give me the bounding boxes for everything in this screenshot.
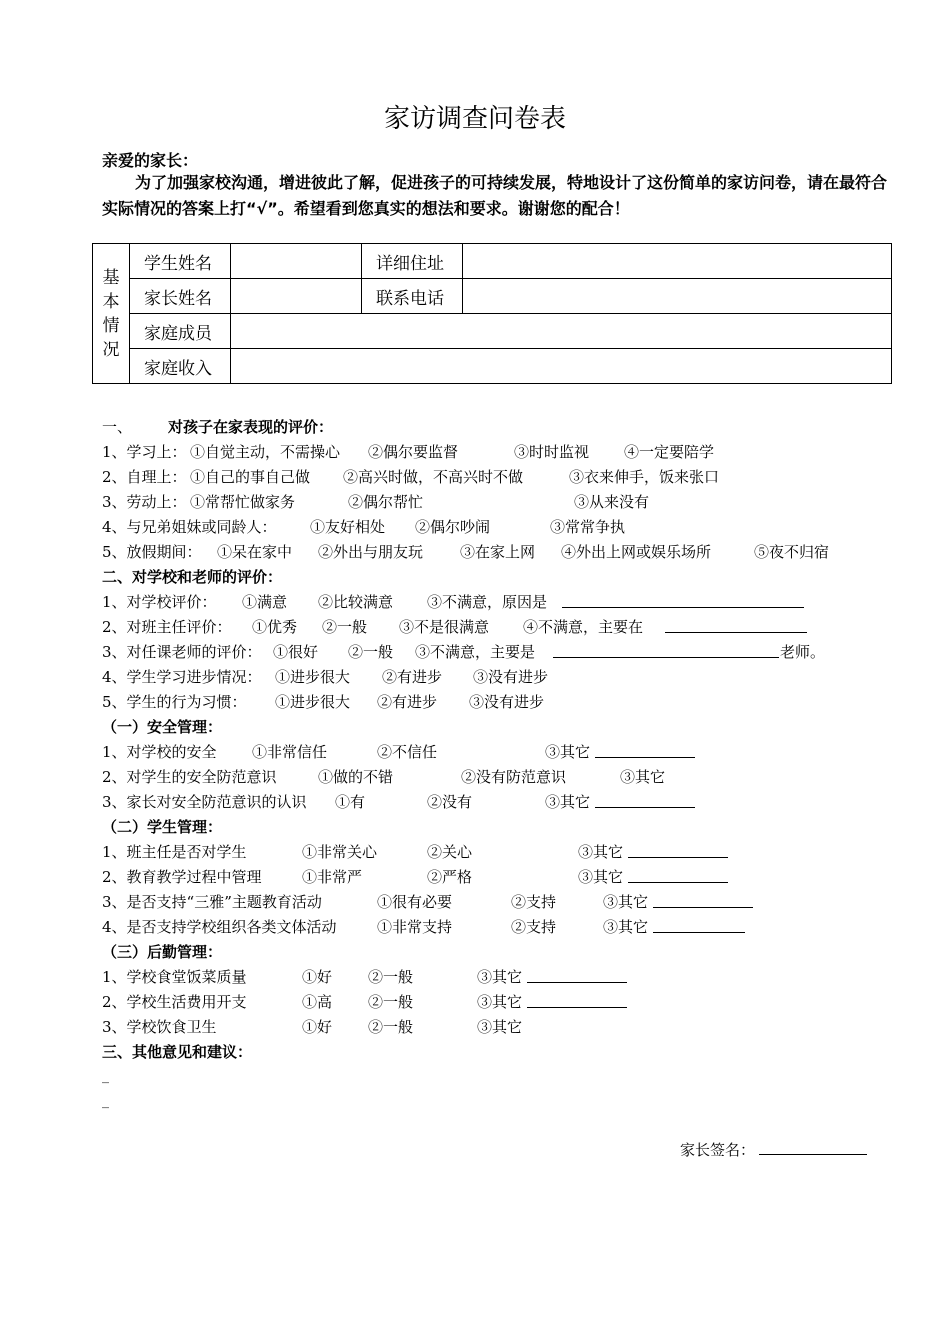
question-row: 3、学校饮食卫生 ①好 ②一般 ③其它 <box>102 1018 523 1036</box>
intro-text: 为了加强家校沟通，增进彼此了解，促进孩子的可持续发展，特地设计了这份简单的家访问卷，请在最符合实际情况的答案上打“√”。希望看到您真实的想法和要求。谢谢您的配合！ <box>102 173 888 218</box>
option[interactable]: ②一般 <box>322 618 368 636</box>
question-row: 1、学习上： ①自觉主动，不需操心 ②偶尔要监督 ③时时监视 ④一定要陪学 <box>102 443 715 461</box>
phone-label: 联系电话 <box>362 279 463 314</box>
option[interactable]: ③其它 <box>620 768 666 786</box>
page-title: 家访调查问卷表 <box>383 104 566 134</box>
option[interactable]: ②一般 <box>368 993 414 1011</box>
option[interactable]: ②比较满意 <box>318 593 394 611</box>
phone-field[interactable] <box>463 279 892 314</box>
signature-label: 家长签名： <box>680 1141 756 1159</box>
question-row: 1、对学校的安全 ①非常信任 ②不信任 ③其它 <box>102 741 902 762</box>
question-row: 3、家长对安全防范意识的认识 ①有 ②没有 ③其它 <box>102 791 902 812</box>
reason-blank[interactable] <box>553 643 779 658</box>
option[interactable]: ①好 <box>302 1018 333 1036</box>
family-income-label: 家庭收入 <box>130 349 231 384</box>
parent-name-label: 家长姓名 <box>130 279 231 314</box>
option[interactable]: ②一般 <box>368 1018 414 1036</box>
section2-heading: 二、对学校和老师的评价： <box>102 568 283 586</box>
question-row: 3、是否支持“三雅”主题教育活动 ①很有必要 ②支持 ③其它 <box>102 891 902 912</box>
question-row: 2、学校生活费用开支 ①高 ②一般 ③其它 <box>102 991 902 1012</box>
intro-paragraph <box>102 170 902 222</box>
option[interactable]: ④外出上网或娱乐场所 <box>561 543 712 561</box>
option[interactable]: ①进步很大 <box>275 693 351 711</box>
other-blank[interactable] <box>527 968 627 983</box>
option[interactable]: ①常帮忙做家务 <box>190 493 296 511</box>
section1-heading: 一、 对孩子在家表现的评价： <box>102 418 334 436</box>
option[interactable]: ①非常支持 <box>377 918 453 936</box>
family-members-field[interactable] <box>231 314 892 349</box>
parent-signature <box>680 1139 867 1160</box>
option[interactable]: ①高 <box>302 993 333 1011</box>
option[interactable]: ③其它 <box>578 843 624 861</box>
other-blank[interactable] <box>527 993 627 1008</box>
other-blank[interactable] <box>653 918 745 933</box>
option[interactable]: ①优秀 <box>252 618 298 636</box>
question-row: 1、学校食堂饭菜质量 ①好 ②一般 ③其它 <box>102 966 902 987</box>
question-row: 4、是否支持学校组织各类文体活动 ①非常支持 ②支持 ③其它 <box>102 916 902 937</box>
option[interactable]: ③常常争执 <box>550 518 626 536</box>
section3-heading: 三、其他意见和建议： <box>102 1043 253 1061</box>
option[interactable]: ③其它 <box>603 918 649 936</box>
question-row: 2、教育教学过程中管理 ①非常严 ②严格 ③其它 <box>102 866 902 887</box>
option[interactable]: ①非常严 <box>302 868 363 886</box>
option[interactable]: ③不是很满意 <box>399 618 490 636</box>
student-mgmt-heading: （二）学生管理： <box>102 818 223 836</box>
option[interactable]: ③在家上网 <box>460 543 536 561</box>
option[interactable]: ②严格 <box>427 868 473 886</box>
safety-heading: （一）安全管理： <box>102 718 223 736</box>
family-income-field[interactable] <box>231 349 892 384</box>
option[interactable]: ①非常信任 <box>252 743 328 761</box>
option[interactable]: ③没有进步 <box>473 668 549 686</box>
option[interactable]: ①很好 <box>273 643 319 661</box>
question-row: 2、自理上： ①自己的事自己做 ②高兴时做，不高兴时不做 ③衣来伸手，饭来张口 <box>102 468 720 486</box>
student-name-label: 学生姓名 <box>130 244 231 279</box>
option[interactable]: ③其它 <box>477 968 523 986</box>
option[interactable]: ②支持 <box>511 893 557 911</box>
other-blank[interactable] <box>628 843 728 858</box>
suggestion-line[interactable]: _ <box>102 1068 109 1084</box>
option[interactable]: ①友好相处 <box>310 518 386 536</box>
option[interactable]: ①很有必要 <box>377 893 453 911</box>
option[interactable]: ①好 <box>302 968 333 986</box>
option[interactable]: ①进步很大 <box>275 668 351 686</box>
question-row: 1、班主任是否对学生 ①非常关心 ②关心 ③其它 <box>102 841 902 862</box>
other-blank[interactable] <box>653 893 753 908</box>
option[interactable]: ②有进步 <box>382 668 443 686</box>
option[interactable]: ②高兴时做，不高兴时不做 <box>343 468 524 486</box>
option[interactable]: ②不信任 <box>377 743 438 761</box>
parent-name-field[interactable] <box>231 279 362 314</box>
other-blank[interactable] <box>595 743 695 758</box>
option[interactable]: ①满意 <box>242 593 288 611</box>
option[interactable]: ③时时监视 <box>514 443 590 461</box>
option[interactable]: ④不满意，主要在 <box>523 618 644 636</box>
option[interactable]: ③不满意，原因是 <box>427 593 548 611</box>
option[interactable]: ③其它 <box>603 893 649 911</box>
option[interactable]: ③其它 <box>545 743 591 761</box>
option[interactable]: ②没有防范意识 <box>461 768 567 786</box>
question-row: 1、对学校评价： ①满意 ②比较满意 ③不满意，原因是 <box>102 591 902 612</box>
option[interactable]: ②一般 <box>348 643 394 661</box>
other-blank[interactable] <box>628 868 728 883</box>
option[interactable]: ②偶尔要监督 <box>368 443 459 461</box>
option[interactable]: ②偶尔帮忙 <box>348 493 424 511</box>
question-row: 5、放假期间： ①呆在家中 ②外出与朋友玩 ③在家上网 ④外出上网或娱乐场所 ⑤夜不归宿 <box>102 543 830 561</box>
question-row: 3、对任课老师的评价： ①很好 ②一般 ③不满意，主要是 老师。 <box>102 643 826 661</box>
address-field[interactable] <box>463 244 892 279</box>
option[interactable]: ③其它 <box>477 993 523 1011</box>
option[interactable]: ④一定要陪学 <box>624 443 715 461</box>
option[interactable]: ③没有进步 <box>469 693 545 711</box>
basic-info-table <box>92 243 892 384</box>
option[interactable]: ③其它 <box>477 1018 523 1036</box>
option[interactable]: ②偶尔吵闹 <box>415 518 491 536</box>
option[interactable]: ①自己的事自己做 <box>190 468 311 486</box>
reason-blank[interactable] <box>665 618 807 633</box>
student-name-field[interactable] <box>231 244 362 279</box>
question-row: 4、与兄弟姐妹或同龄人： ①友好相处 ②偶尔吵闹 ③常常争执 <box>102 518 626 536</box>
suggestion-line[interactable]: _ <box>102 1093 109 1109</box>
question-row: 4、学生学习进步情况： ①进步很大 ②有进步 ③没有进步 <box>102 668 549 686</box>
option[interactable]: ②有进步 <box>377 693 438 711</box>
address-label: 详细住址 <box>362 244 463 279</box>
option[interactable]: ②支持 <box>511 918 557 936</box>
option[interactable]: ③其它 <box>578 868 624 886</box>
option[interactable]: ⑤夜不归宿 <box>754 543 830 561</box>
reason-blank[interactable] <box>562 593 804 608</box>
question-row: 2、对学生的安全防范意识 ①做的不错 ②没有防范意识 ③其它 <box>102 768 666 786</box>
option[interactable]: ②外出与朋友玩 <box>318 543 424 561</box>
greeting: 亲爱的家长： <box>102 151 199 170</box>
logistics-heading: （三）后勤管理： <box>102 943 223 961</box>
option[interactable]: ①做的不错 <box>318 768 394 786</box>
option[interactable]: ②关心 <box>427 843 473 861</box>
option[interactable]: ③从来没有 <box>574 493 650 511</box>
option[interactable]: ①有 <box>335 793 366 811</box>
option[interactable]: ②没有 <box>427 793 473 811</box>
option[interactable]: ③不满意，主要是 <box>415 643 536 661</box>
signature-blank[interactable] <box>759 1142 867 1155</box>
option[interactable]: ②一般 <box>368 968 414 986</box>
basic-info-side-label: 基 本 情 况 <box>93 244 130 384</box>
option[interactable]: ①呆在家中 <box>217 543 293 561</box>
option[interactable]: ③其它 <box>545 793 591 811</box>
option[interactable]: ①非常关心 <box>302 843 378 861</box>
option[interactable]: ①自觉主动，不需操心 <box>190 443 341 461</box>
question-row: 5、学生的行为习惯： ①进步很大 ②有进步 ③没有进步 <box>102 693 545 711</box>
family-members-label: 家庭成员 <box>130 314 231 349</box>
question-row: 2、对班主任评价： ①优秀 ②一般 ③不是很满意 ④不满意，主要在 <box>102 616 902 637</box>
other-blank[interactable] <box>595 793 695 808</box>
question-row: 3、劳动上： ①常帮忙做家务 ②偶尔帮忙 ③从来没有 <box>102 493 650 511</box>
option[interactable]: ③衣来伸手，饭来张口 <box>569 468 720 486</box>
